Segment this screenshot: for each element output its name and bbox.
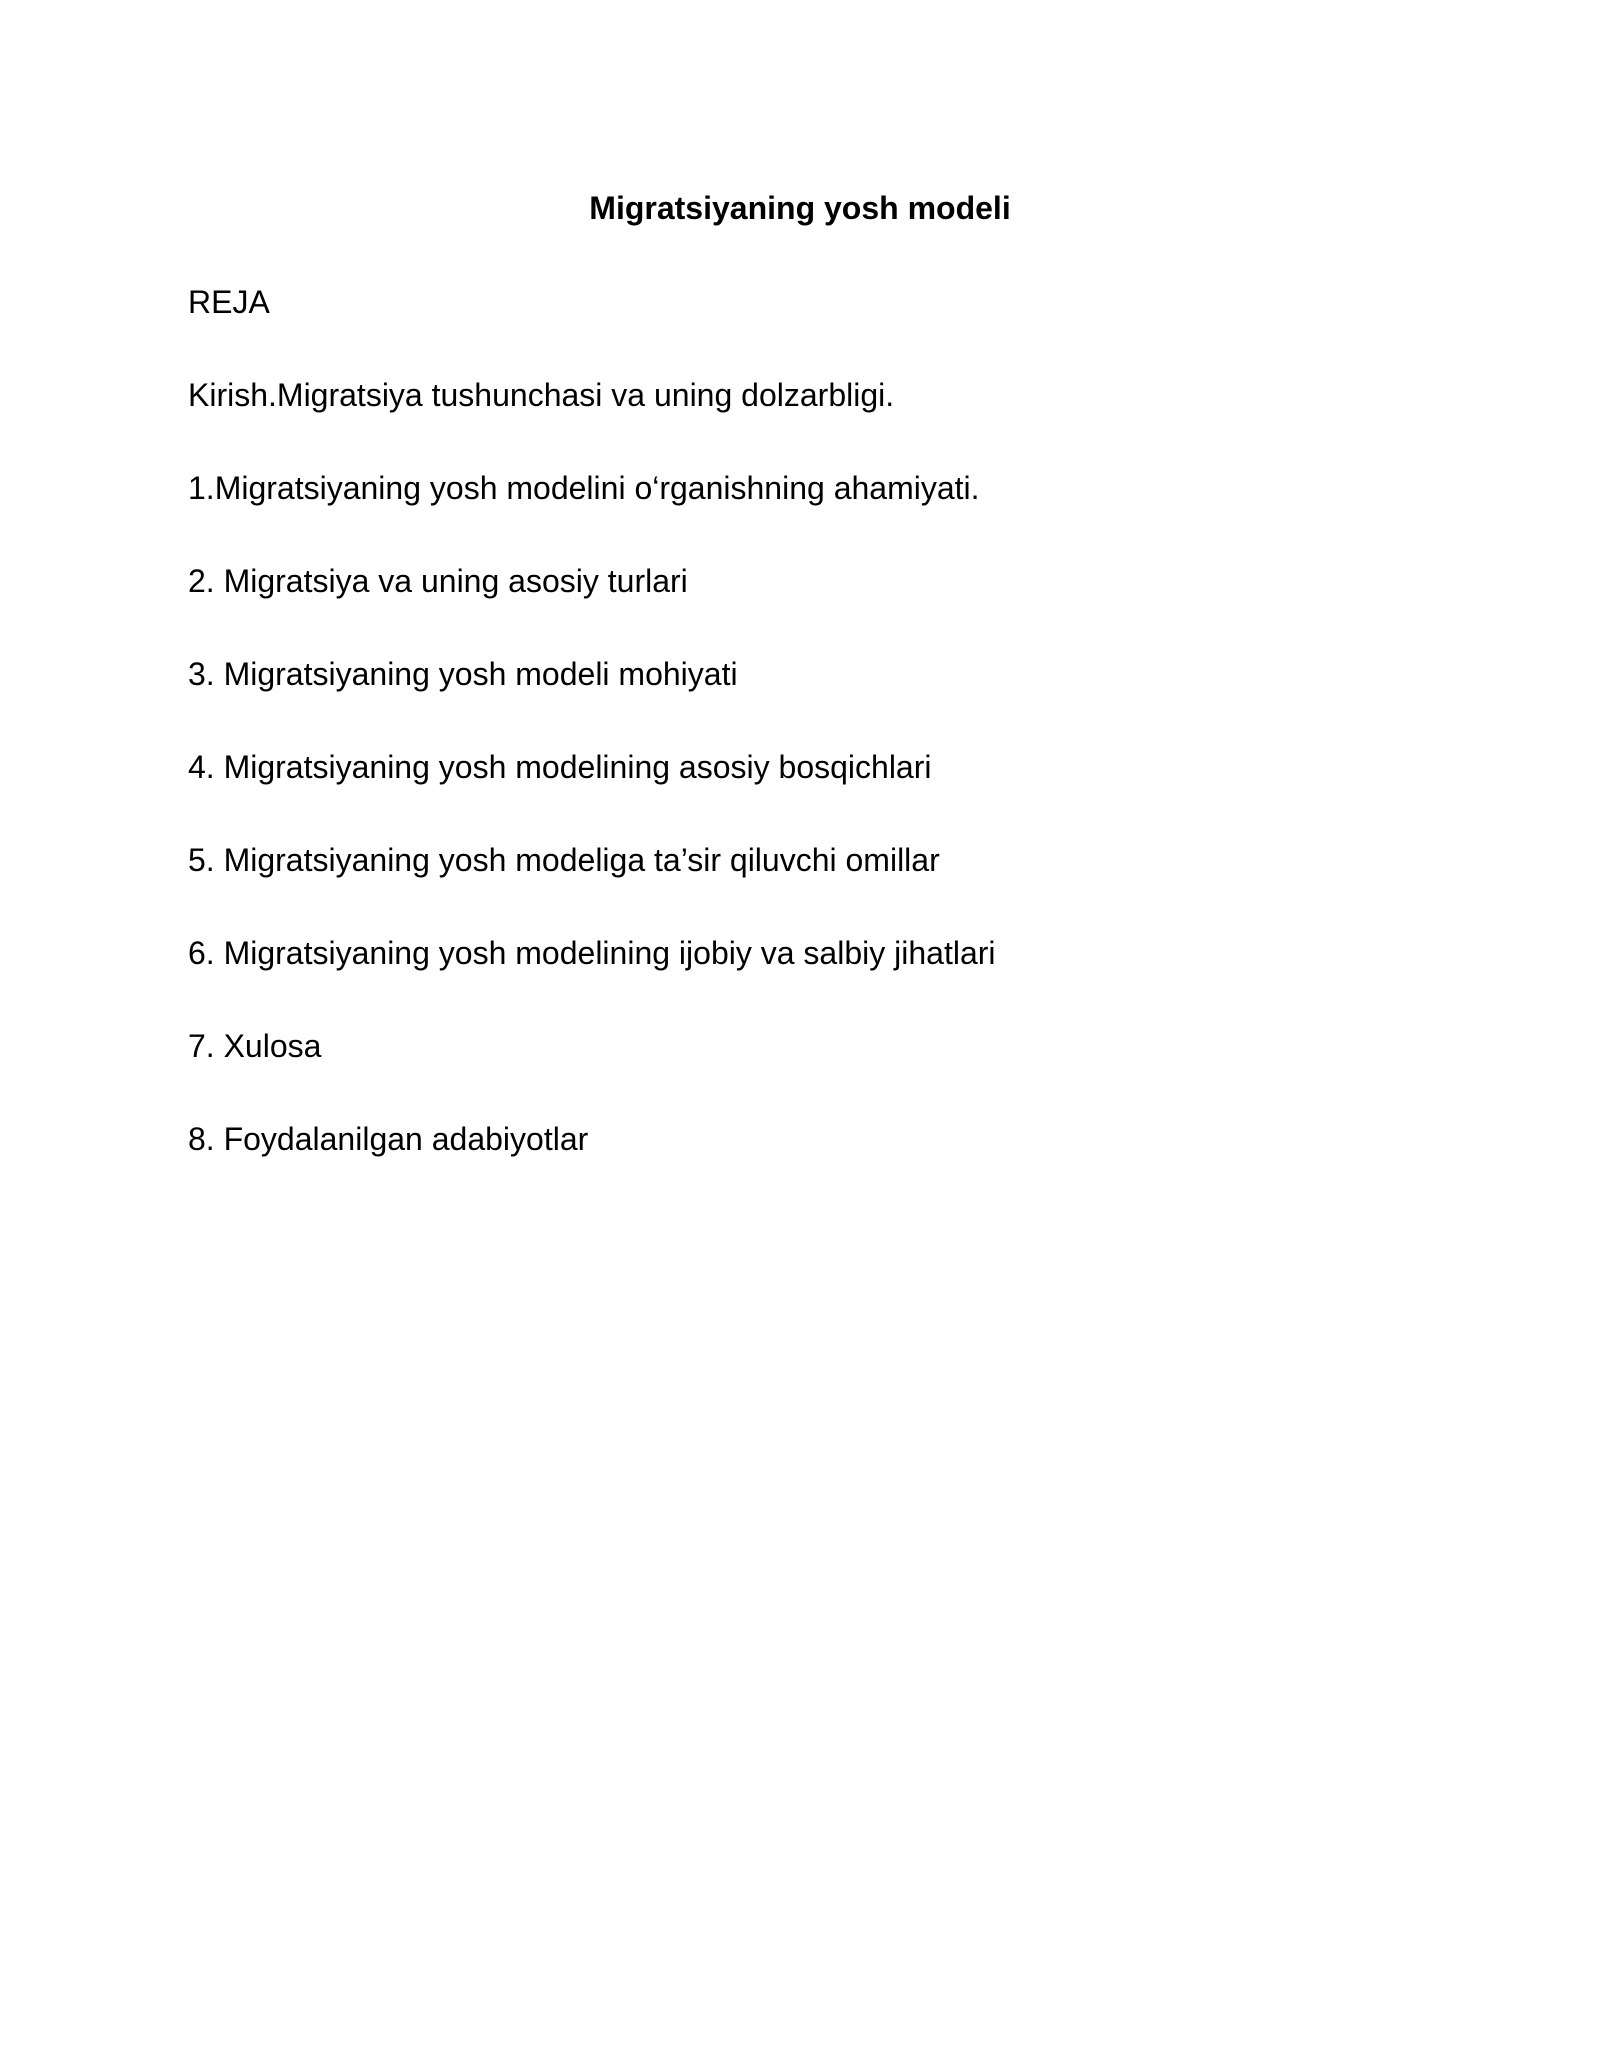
- plan-item-7: 7. Xulosa: [188, 1028, 322, 1064]
- plan-item-8: 8. Foydalanilgan adabiyotlar: [188, 1121, 589, 1157]
- plan-item-4: 4. Migratsiyaning yosh modelining asosiy bosqichlari: [188, 749, 932, 785]
- plan-item-2: 2. Migratsiya va uning asosiy turlari: [188, 563, 688, 599]
- plan-item-6: 6. Migratsiyaning yosh modelining ijobiy va salbiy jihatlari: [188, 935, 996, 971]
- plan-item-intro: Kirish.Migratsiya tushunchasi va uning dolzarbligi.: [188, 377, 895, 413]
- plan-item-3: 3. Migratsiyaning yosh modeli mohiyati: [188, 656, 738, 692]
- plan-item-1: 1.Migratsiyaning yosh modelini o‘rganishning ahamiyati.: [188, 470, 980, 506]
- plan-item-5: 5. Migratsiyaning yosh modeliga ta’sir qiluvchi omillar: [188, 842, 940, 878]
- plan-heading: REJA: [188, 284, 270, 320]
- document-title: Migratsiyaning yosh modeli: [589, 190, 1011, 226]
